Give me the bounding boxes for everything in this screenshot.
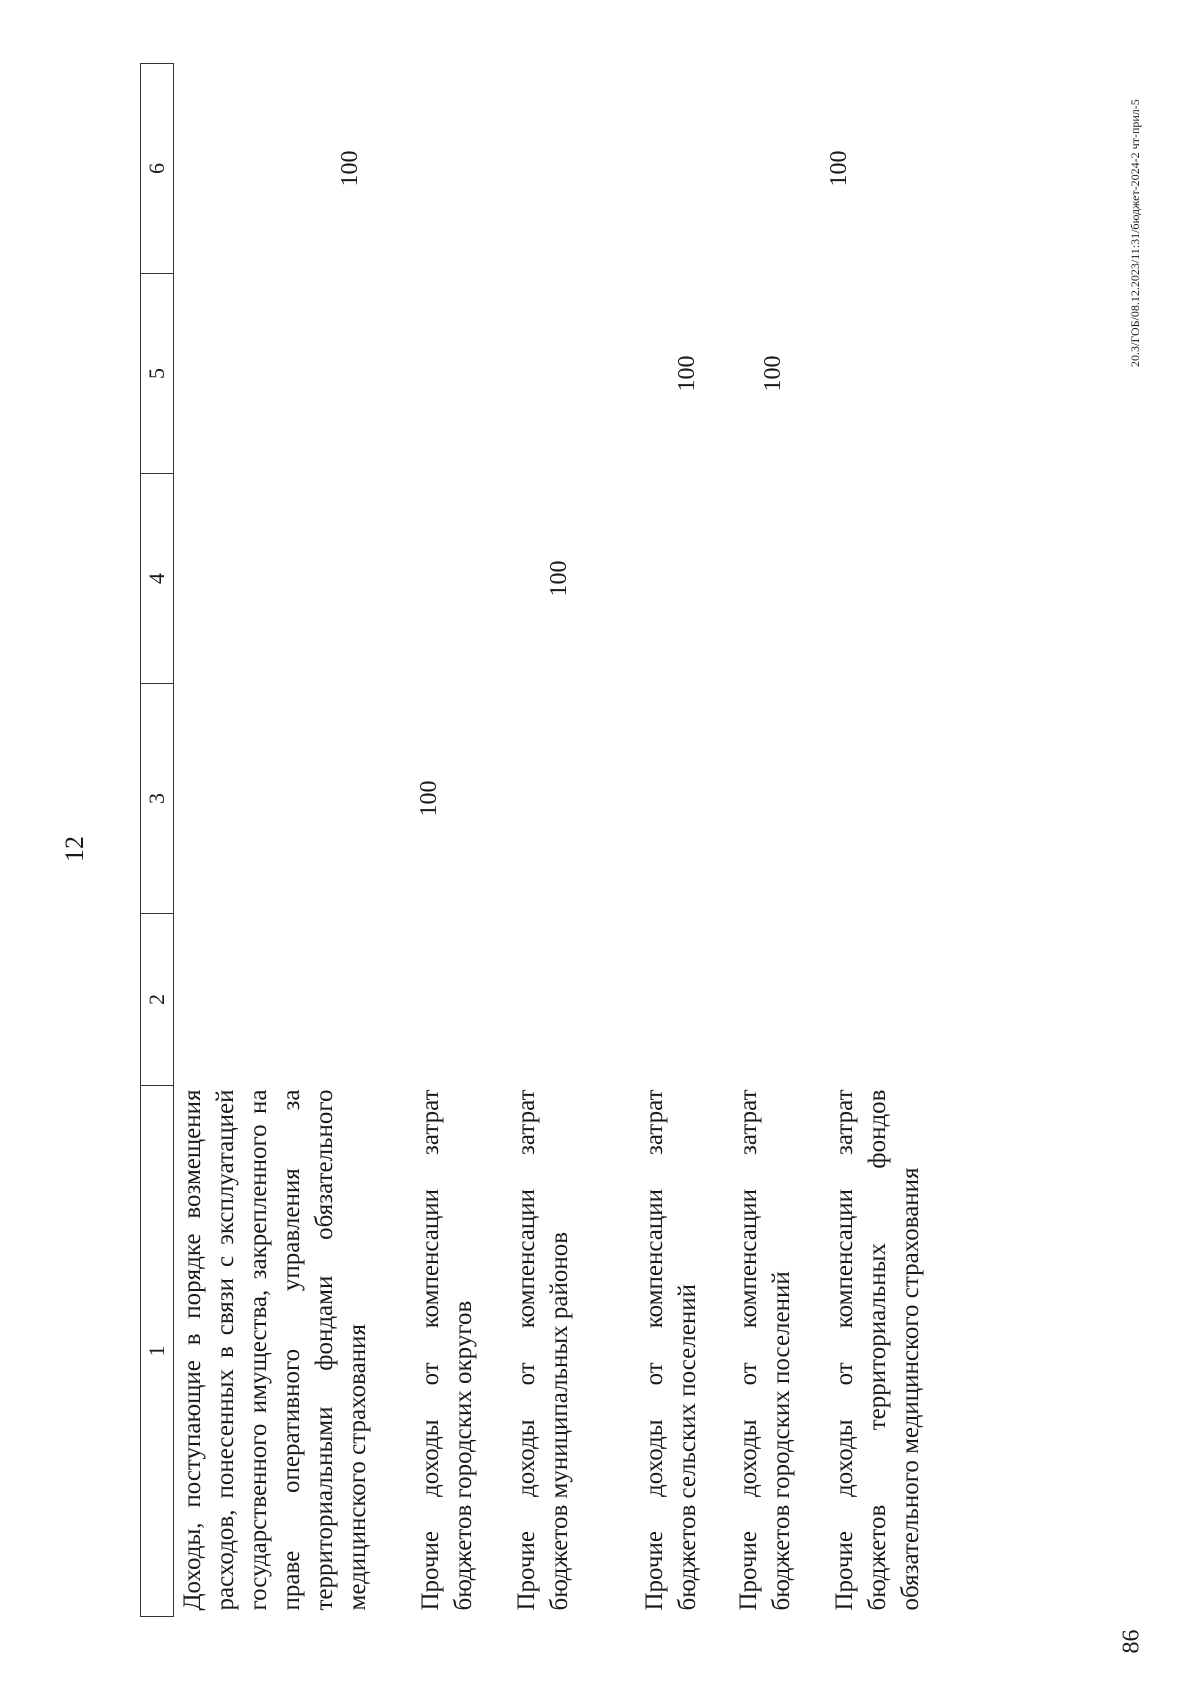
- row-value-c5: 100: [673, 355, 700, 392]
- table-row: [412, 64, 508, 1617]
- row-value-c4: [174, 474, 412, 684]
- row-value-c6: [412, 64, 508, 274]
- row-value-c6: [636, 64, 730, 274]
- row-value-c3: [508, 684, 636, 914]
- table-row: [730, 64, 826, 1617]
- row-value-c3: [636, 684, 730, 914]
- row-value-c4: [730, 474, 826, 684]
- column-header-4: 4: [141, 474, 174, 684]
- row-value-c6: [508, 64, 636, 274]
- row-description: Доходы, поступающие в порядке возмещения расходов, понесенных в связи с эксплуатацией государственного имущества, закрепленного на праве оперативного управления за территориальными фондами обязательного медицинского страхования: [179, 1089, 371, 1611]
- row-value-c5: [826, 274, 976, 474]
- row-value-c4: [412, 474, 508, 684]
- table-row: [826, 64, 976, 1617]
- row-value-c2: [826, 914, 976, 1086]
- row-value-c2: [508, 914, 636, 1086]
- row-value-c2: [636, 914, 730, 1086]
- row-value-c3: [174, 684, 412, 914]
- row-description: Прочие доходы от компенсации затрат бюджетов сельских поселений: [640, 1089, 701, 1611]
- row-value-c3: [730, 684, 826, 914]
- row-description: Прочие доходы от компенсации затрат бюджетов муниципальных районов: [512, 1089, 573, 1611]
- row-value-c4: [636, 474, 730, 684]
- footer-document-code: 20.3/ГОБ/08.12.2023/11:31/бюджет-2024-2 чт-прил-5: [1128, 99, 1142, 367]
- row-value-c2: [730, 914, 826, 1086]
- page-number-top: 12: [60, 836, 89, 862]
- row-value-c3: 100: [415, 780, 442, 817]
- table-row: [636, 64, 730, 1617]
- row-value-c2: [174, 914, 412, 1086]
- row-value-c6: [730, 64, 826, 274]
- column-header-1: 1: [141, 1086, 174, 1617]
- column-header-3: 3: [141, 684, 174, 914]
- row-value-c5: [508, 274, 636, 474]
- row-value-c4: 100: [545, 560, 572, 597]
- budget-table: [140, 63, 976, 1617]
- row-value-c2: [412, 914, 508, 1086]
- row-description: Прочие доходы от компенсации затрат бюджетов городских поселений: [734, 1089, 795, 1611]
- row-value-c6: 100: [337, 150, 363, 187]
- row-description: Прочие доходы от компенсации затрат бюджетов территориальных фондов обязательного медицинского страхования: [830, 1089, 924, 1611]
- row-value-c5: 100: [759, 355, 786, 392]
- page-number-side: 86: [1118, 1629, 1145, 1654]
- column-header-5: 5: [141, 274, 174, 474]
- row-value-c6: 100: [825, 150, 852, 187]
- row-description: Прочие доходы от компенсации затрат бюджетов городских округов: [416, 1089, 477, 1611]
- row-value-c3: [826, 684, 976, 914]
- column-header-2: 2: [141, 914, 174, 1086]
- table-row: [174, 64, 412, 1617]
- table-row: [508, 64, 636, 1617]
- row-value-c5: [412, 274, 508, 474]
- column-header-6: 6: [141, 64, 174, 274]
- table-header-row: [141, 64, 174, 1617]
- row-value-c4: [826, 474, 976, 684]
- row-value-c5: [174, 274, 412, 474]
